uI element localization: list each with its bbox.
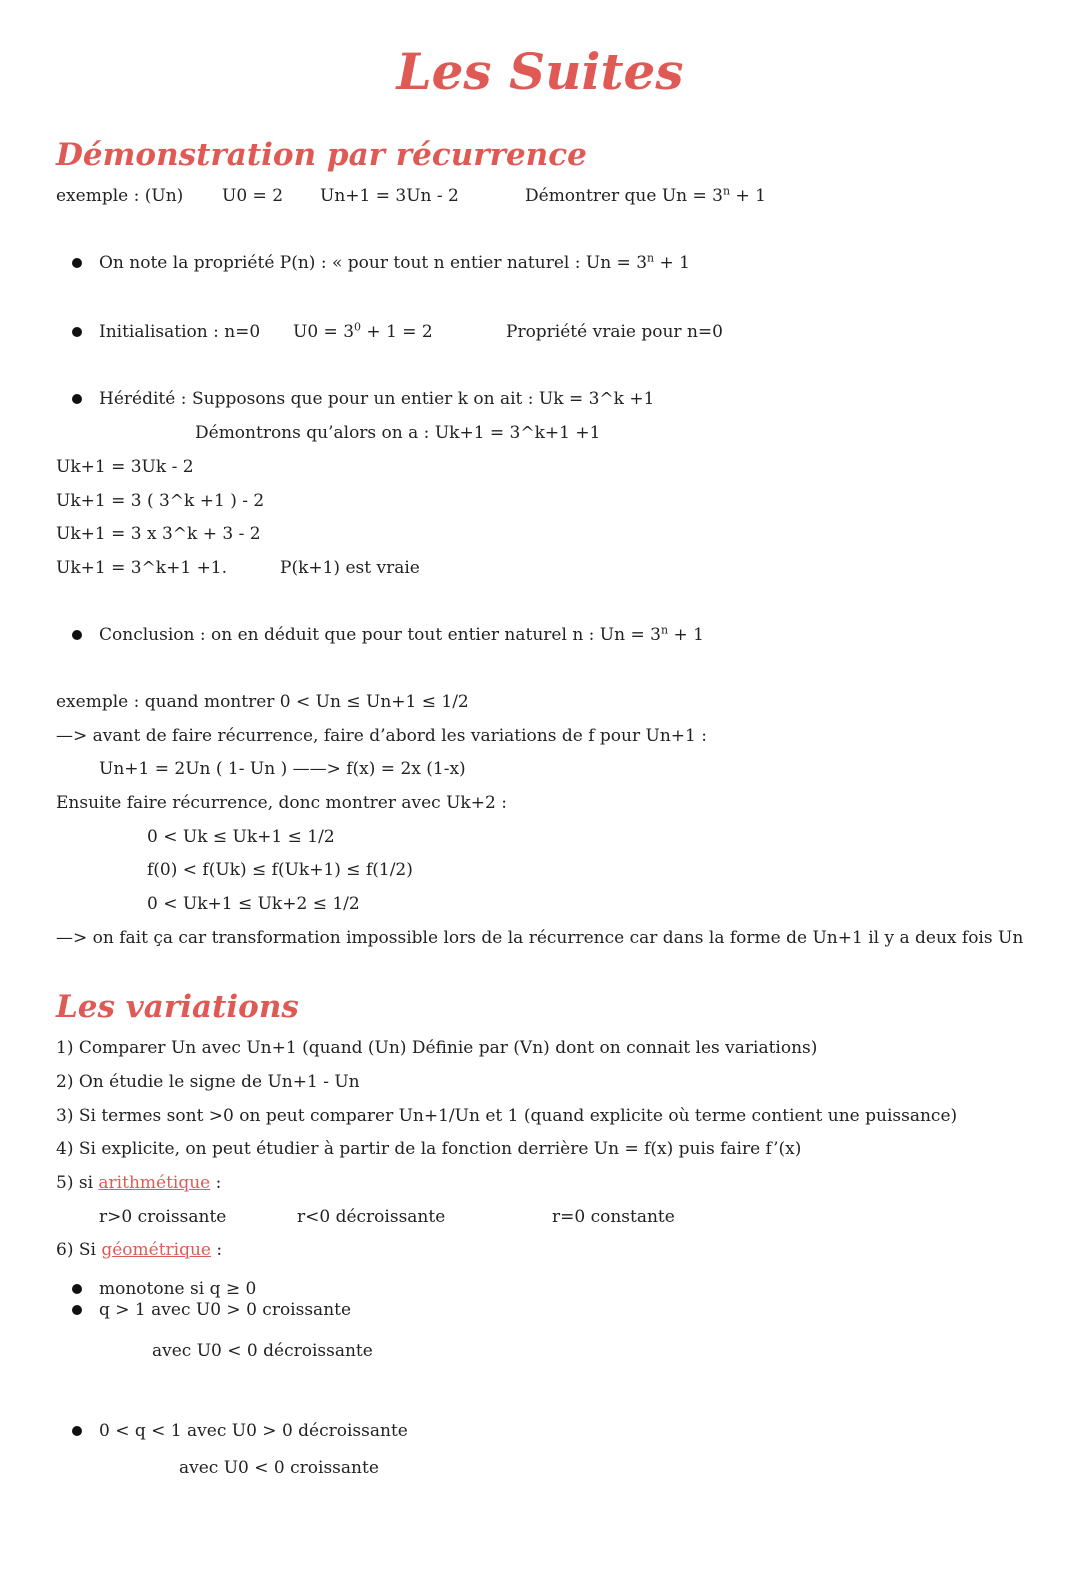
initial-term: U0 = 2 [222,186,284,206]
plus-one: + 1 [730,186,766,206]
example2-function: Un+1 = 2Un ( 1- Un ) ——> f(x) = 2x (1-x) [99,759,466,779]
proof-step: Uk+1 = 3Uk - 2 [56,457,194,477]
geometric-keyword: géométrique [101,1240,211,1260]
init-calc [293,321,433,343]
section-heading-variations: Les variations [56,989,299,1025]
exponent: n [660,623,669,637]
variation-item-geometric [56,1239,222,1261]
page-title: Les Suites [396,42,684,101]
heredity-label: Hérédité : [99,389,187,409]
geo-case: avec U0 < 0 croissante [179,1458,379,1478]
conclusion-text: Conclusion : on en déduit que pour tout entier naturel n : Un = 3 [99,625,661,645]
example2-statement: exemple : quand montrer 0 < Un ≤ Un+1 ≤ 1/2 [56,692,469,712]
section-heading-recurrence: Démonstration par récurrence [56,137,587,173]
example2-reason: —> on fait ça car transformation impossible lors de la récurrence car dans la forme de Un+1 il y a deux fois Un [56,928,1024,948]
arith-case: r=0 constante [552,1207,675,1227]
arithmetic-keyword: arithmétique [98,1173,211,1193]
item-suffix: : [211,1240,223,1260]
heredity-show: Démontrons qu’alors on a : Uk+1 = 3^k+1 +1 [195,423,601,443]
property-statement [99,252,690,274]
item-suffix: : [210,1173,222,1193]
arith-case: r<0 décroissante [297,1207,446,1227]
init-calc-rest: + 1 = 2 [361,322,433,342]
bullet-icon [72,258,82,268]
proof-step: Uk+1 = 3^k+1 +1. [56,558,228,578]
bullet-icon [72,630,82,640]
geo-case: avec U0 < 0 décroissante [152,1341,373,1361]
property-text: On note la propriété P(n) : « pour tout n entier naturel : Un = 3 [99,253,648,273]
heredity-suppose: Supposons que pour un entier k on ait : Uk = 3^k +1 [192,389,655,409]
geo-case: 0 < q < 1 avec U0 > 0 décroissante [99,1421,408,1441]
bullet-icon [72,1284,82,1294]
variation-item: 3) Si termes sont >0 on peut comparer Un+1/Un et 1 (quand explicite où terme contient une puissance) [56,1106,958,1126]
variation-item: 1) Comparer Un avec Un+1 (quand (Un) Définie par (Vn) dont on connait les variations) [56,1038,818,1058]
proof-step: Uk+1 = 3 ( 3^k +1 ) - 2 [56,491,265,511]
inequality-line: f(0) < f(Uk) ≤ f(Uk+1) ≤ f(1/2) [147,860,413,880]
geo-case: q > 1 avec U0 > 0 croissante [99,1300,352,1320]
variation-item: 4) Si explicite, on peut étudier à partir de la fonction derrière Un = f(x) puis faire f’(x) [56,1139,802,1159]
variation-item-arithmetic [56,1172,221,1194]
pk1-true: P(k+1) est vraie [280,558,420,578]
bullet-icon [72,1426,82,1436]
example-label: exemple : (Un) [56,186,184,206]
item-prefix: 5) si [56,1173,99,1193]
bullet-icon [72,327,82,337]
arith-case: r>0 croissante [99,1207,227,1227]
plus-one: + 1 [668,625,704,645]
inequality-line: 0 < Uk ≤ Uk+1 ≤ 1/2 [147,827,335,847]
goal-text: Démontrer que Un = 3 [525,186,723,206]
bullet-icon [72,394,82,404]
exponent: n [722,184,731,198]
init-label: Initialisation : n=0 [99,322,261,342]
bullet-icon [72,1305,82,1315]
conclusion [99,624,704,646]
plus-one: + 1 [654,253,690,273]
item-prefix: 6) Si [56,1240,102,1260]
proof-step: Uk+1 = 3 x 3^k + 3 - 2 [56,524,261,544]
exponent: n [647,251,655,265]
init-calc-text: U0 = 3 [293,322,355,342]
example2-then: Ensuite faire récurrence, donc montrer avec Uk+2 : [56,793,507,813]
recurrence-relation: Un+1 = 3Un - 2 [320,186,459,206]
init-true: Propriété vraie pour n=0 [506,322,723,342]
exponent: 0 [354,320,362,334]
goal-statement [525,185,766,207]
inequality-line: 0 < Uk+1 ≤ Uk+2 ≤ 1/2 [147,894,360,914]
example2-arrow: —> avant de faire récurrence, faire d’abord les variations de f pour Un+1 : [56,726,707,746]
geo-case: monotone si q ≥ 0 [99,1279,257,1299]
variation-item: 2) On étudie le signe de Un+1 - Un [56,1072,360,1092]
